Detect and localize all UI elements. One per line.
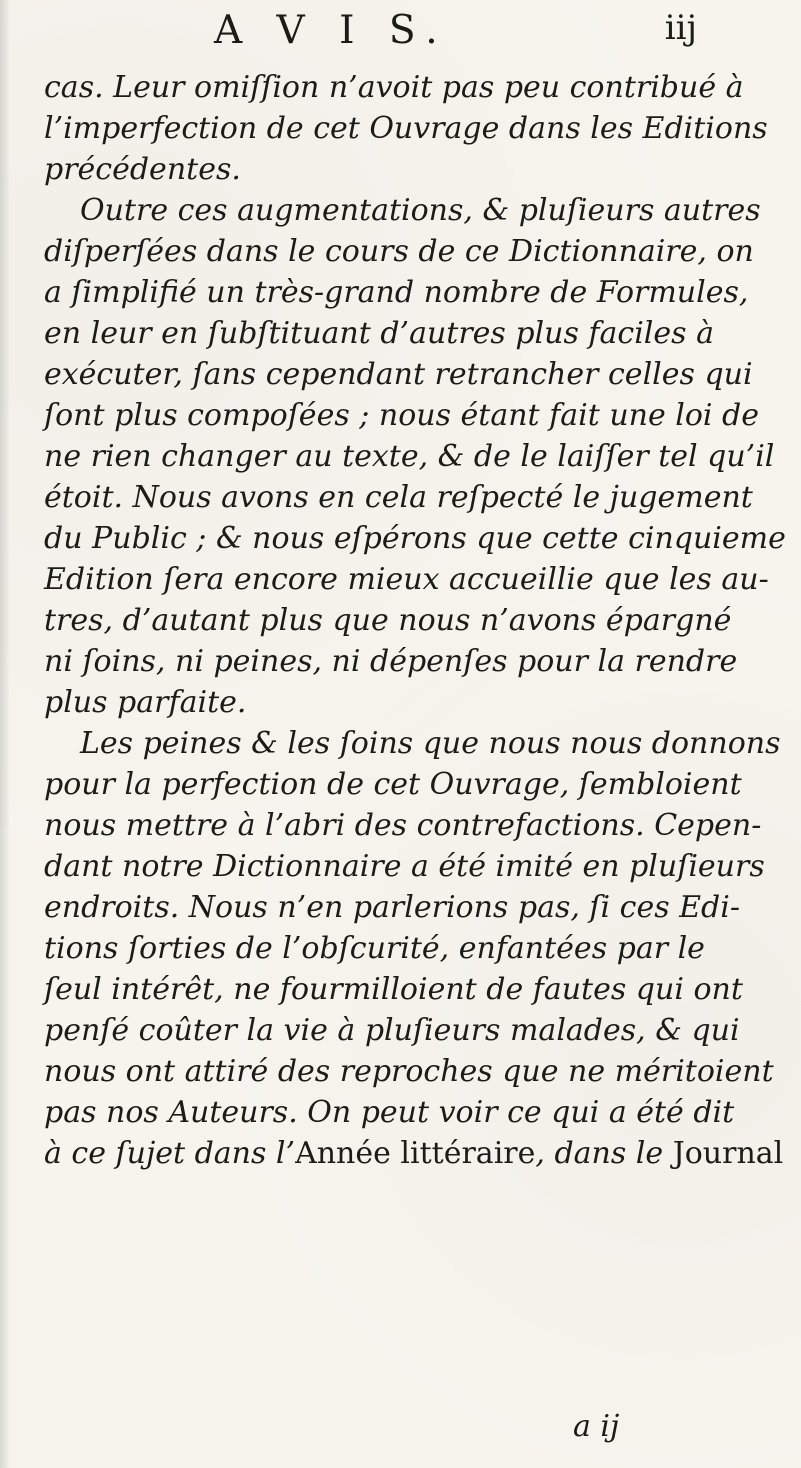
text-line: penſé coûter la vie à pluſieurs malades, & qui <box>44 1013 740 1048</box>
text-line: du Public ; & nous eſpérons que cette cinquieme <box>44 521 786 556</box>
text-line: nous ont attiré des reproches que ne méritoient <box>44 1054 774 1089</box>
text-line: ni ſoins, ni peines, ni dépenſes pour la rendre <box>44 644 738 679</box>
text-line: cas. Leur omiſſion n’avoit pas peu contribué à <box>44 70 744 105</box>
text-line-last <box>44 1133 784 1174</box>
signature-mark: a ij <box>573 1409 620 1444</box>
text-line: ſont plus compoſées ; nous étant fait une loi de <box>44 398 759 433</box>
text-line: endroits. Nous n’en parlerions pas, ſi ces Edi- <box>44 890 740 925</box>
text-line: a ſimplifié un très-grand nombre de Formules, <box>44 275 749 310</box>
text-line: précédentes. <box>44 152 241 187</box>
text-line: tres, d’autant plus que nous n’avons épargné <box>44 603 732 638</box>
text-line: Les peines & les ſoins que nous nous donnons <box>80 726 781 761</box>
text-line: l’imperfection de cet Ouvrage dans les Editions <box>44 111 768 146</box>
text-line: tions ſorties de l’obſcurité, enfantées par le <box>44 931 705 966</box>
text-line: diſperſées dans le cours de ce Dictionnaire, on <box>44 234 754 269</box>
text-line: pas nos Auteurs. On peut voir ce qui a été dit <box>44 1095 735 1130</box>
text-line: dant notre Dictionnaire a été imité en pluſieurs <box>44 849 765 884</box>
text-line: plus parfaite. <box>44 685 247 720</box>
last-line-italic-start: à ce ſujet dans l’ <box>44 1136 296 1171</box>
text-line: Outre ces augmentations, & pluſieurs autres <box>80 193 761 228</box>
text-line: exécuter, ſans cependant retrancher celles qui <box>44 357 753 392</box>
running-head: A V I S. <box>214 8 449 53</box>
page-number: iij <box>664 8 697 48</box>
text-line: en leur en ſubſtituant d’autres plus faciles à <box>44 316 714 351</box>
text-line: ne rien changer au texte, & de le laiſſer tel qu’il <box>44 439 775 474</box>
annee-litteraire-title: Année littéraire <box>295 1136 536 1171</box>
journal-title: Journal <box>672 1136 784 1171</box>
body-text <box>44 67 786 1174</box>
text-line: ſeul intérêt, ne fourmilloient de fautes qui ont <box>44 972 743 1007</box>
text-line: pour la perfection de cet Ouvrage, ſembloient <box>44 767 742 802</box>
page-header <box>0 8 801 60</box>
text-line: nous mettre à l’abri des contrefactions. Cepen- <box>44 808 762 843</box>
last-line-italic-middle: , dans le <box>535 1136 673 1171</box>
text-line: étoit. Nous avons en cela reſpecté le jugement <box>44 480 753 515</box>
page-spine-shadow <box>0 0 9 1468</box>
text-line: Edition ſera encore mieux accueillie que les au- <box>44 562 769 597</box>
